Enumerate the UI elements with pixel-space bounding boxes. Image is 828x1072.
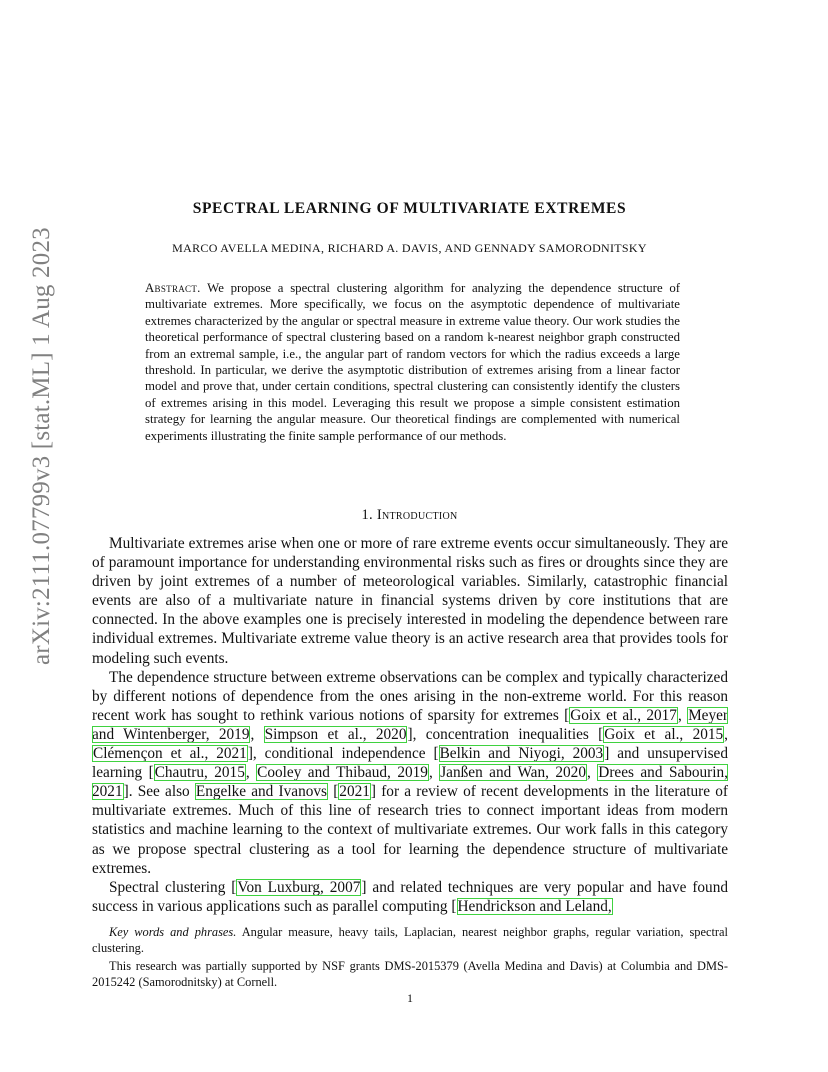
citation-link[interactable]: Von Luxburg, 2007 bbox=[237, 878, 361, 896]
arxiv-identifier: arXiv:2111.07799v3 [stat.ML] 1 Aug 2023 bbox=[28, 227, 55, 665]
citation-link[interactable]: Belkin and Niyogi, 2003 bbox=[439, 745, 604, 763]
keywords-label: Key words and phrases. bbox=[109, 925, 237, 939]
text-run: The dependence structure between extreme observations can be complex and typically characterized by different notions of dependence from the ones arising in the non-extreme world. For this reason recent work has sought to rethink various notions of sparsity for extremes bbox=[92, 668, 728, 724]
citation-link[interactable]: Hendrickson and Leland, bbox=[457, 897, 612, 915]
citation-link[interactable]: 2021 bbox=[339, 783, 370, 801]
funding-footnote: This research was partially supported by NSF grants DMS-2015379 (Avella Medina and Davis) at Columbia and DMS-2015242 (Samorodnitsky) at Cornell. bbox=[92, 959, 728, 989]
section-title: Introduction bbox=[376, 507, 458, 523]
abstract-label: Abstract. bbox=[145, 281, 201, 295]
section-number: 1. bbox=[361, 507, 373, 523]
paragraph-2: The dependence structure between extreme observations can be complex and typically characterized by different notions of dependence from the ones arising in the non-extreme world. For this reason recent work has sought to rethink various notions of sparsity for extremes [Goix et al., 2017, Meyer and Wintenberger, 2019, Simpson et al., 2020], concentration inequalities [Goix et al., 2015, Clémençon et al., 2021], conditional independence [Belkin and Niyogi, 2003] and unsupervised learning [Chautru, 2015, Cooley and Thibaud, 2019, Janßen and Wan, 2020, Drees and Sabourin, 2021]. See also Engelke and Ivanovs [2021] for a review of recent developments in the literature of multivariate extremes. Much of this line of research tries to connect important ideas from modern statistics and machine learning to the context of multivariate extremes. Our work falls in this category as we propose spectral clustering as a tool for learning the dependence structure of multivariate extremes. bbox=[92, 668, 729, 877]
text-run: for a review of recent developments in the literature of multivariate extremes. Much of this line of research tries to connect important ideas from modern statistics and machine learning to the context of multivariate extremes. Our work falls in this category as we propose spectral clustering as a tool for learning the dependence structure of multivariate extremes. bbox=[92, 783, 728, 877]
citation-link[interactable]: Janßen and Wan, 2020 bbox=[440, 764, 586, 782]
paper-authors: MARCO AVELLA MEDINA, RICHARD A. DAVIS, AND GENNADY SAMORODNITSKY bbox=[172, 241, 647, 255]
citation-link[interactable]: Engelke and Ivanovs bbox=[195, 783, 327, 801]
text-run: , conditional independence bbox=[252, 745, 434, 763]
citation-link[interactable]: Clémençon et al., 2021 bbox=[93, 745, 247, 763]
text-run: and related techniques are very popular and have found success in various applications such as parallel computing bbox=[92, 878, 729, 915]
text-run: and unsupervised learning bbox=[92, 745, 728, 782]
abstract bbox=[145, 280, 680, 444]
citation-link[interactable]: Chautru, 2015 bbox=[154, 764, 245, 782]
keywords-footnote bbox=[92, 924, 728, 956]
citation-link[interactable]: Meyer and Wintenberger, 2019 bbox=[92, 706, 728, 743]
citation-link[interactable]: Goix et al., 2015 bbox=[604, 725, 724, 743]
page-number: 1 bbox=[407, 991, 413, 1005]
citation-link[interactable]: Goix et al., 2017 bbox=[570, 706, 677, 724]
text-run: , concentration inequalities bbox=[412, 725, 599, 743]
section-heading bbox=[92, 507, 727, 524]
citation-link[interactable]: Cooley and Thibaud, 2019 bbox=[257, 764, 428, 782]
paragraph-1: Multivariate extremes arise when one or more of rare extreme events occur simultaneously. They are of paramount importance for understanding environmental risks such as fires or droughts since they are driven by joint extremes of a number of meteorological variables. Similarly, catastrophic financial events are also of a multivariate nature in financial systems driven by core institutions that are connected. In the above examples one is precisely interested in modeling the dependence between rare individual extremes. Multivariate extreme value theory is an active research area that provides tools for modeling such events. bbox=[92, 535, 728, 667]
footnotes bbox=[92, 924, 728, 992]
abstract-text: We propose a spectral clustering algorithm for analyzing the dependence structure of multivariate extremes. More specifically, we focus on the asymptotic dependence of multivariate extremes characterized by the angular or spectral measure in extreme value theory. Our work studies the theoretical performance of spectral clustering based on a random k-nearest neighbor graph constructed from an extremal sample, i.e., the angular part of random vectors for which the radius exceeds a large threshold. In particular, we derive the asymptotic distribution of extremes arising from a linear factor model and prove that, under certain conditions, spectral clustering can consistently identify the clusters of extremes arising in this model. Leveraging this result we propose a simple consistent estimation strategy for learning the angular measure. Our theoretical findings are complemented with numerical experiments illustrating the finite sample performance of our methods. bbox=[145, 281, 680, 443]
citation-link[interactable]: Simpson et al., 2020 bbox=[264, 725, 407, 743]
keywords-text: Angular measure, heavy tails, Laplacian, nearest neighbor graphs, regular variation, spectral clustering. bbox=[92, 925, 728, 955]
introduction-body bbox=[92, 534, 728, 916]
paper-title: SPECTRAL LEARNING OF MULTIVARIATE EXTREMES bbox=[192, 200, 627, 217]
paragraph-3: Spectral clustering [Von Luxburg, 2007] and related techniques are very popular and have found success in various applications such as parallel computing [Hendrickson and Leland, bbox=[92, 878, 729, 915]
text-run: Spectral clustering bbox=[109, 878, 232, 896]
text-run: . See also bbox=[128, 783, 195, 801]
citation-link[interactable]: Drees and Sabourin, 2021 bbox=[92, 764, 729, 801]
